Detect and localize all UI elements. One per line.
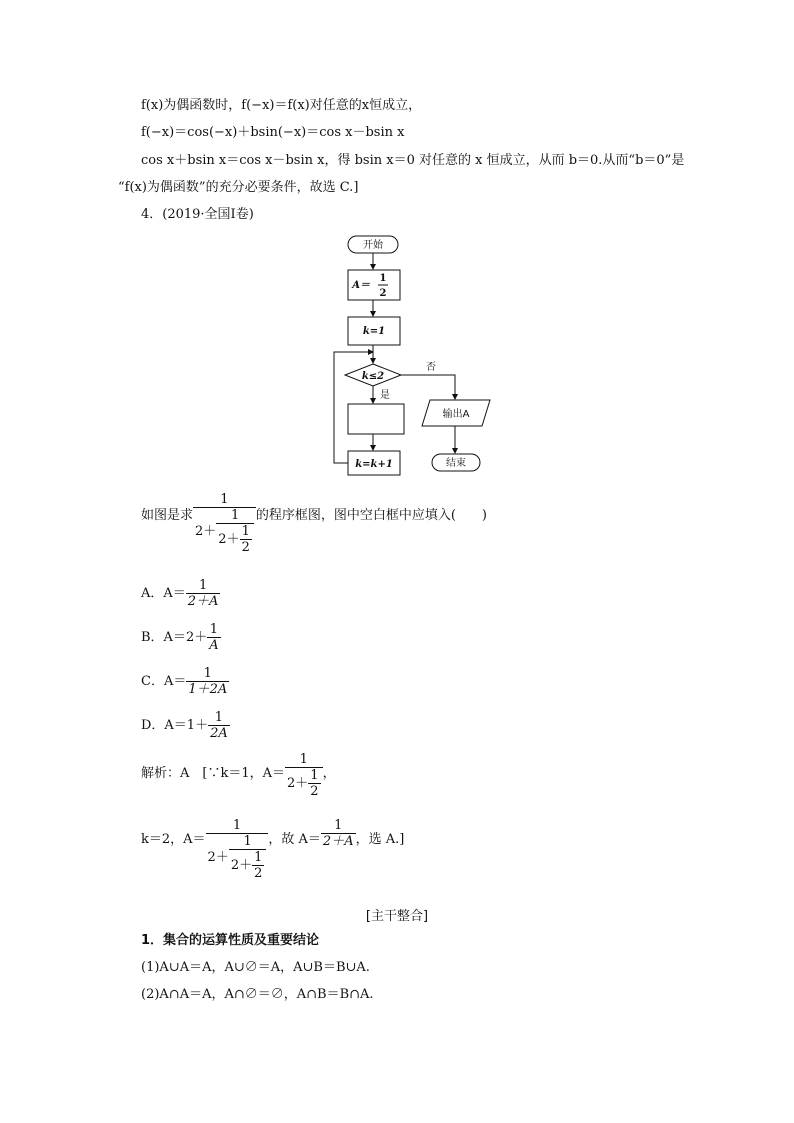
assign-a-num: 1 [379,273,387,284]
start-label: 开始 [363,240,383,251]
yes-label: 是 [380,390,390,401]
intro-line-1: f(x)为偶函数时，f(−x)＝f(x)对任意的x恒成立， [141,98,422,113]
intro-line-3: cos x＋bsin x＝cos x－bsin x，得 bsin x＝0 对任意的 x 恒成立，从而 b＝0.从而“b＝0”是 [141,153,685,168]
increment-label: k=k+1 [355,459,393,470]
program-flowchart [320,230,520,485]
option-b[interactable]: B．A＝2＋ $\frac{1}{A}$ [141,622,219,653]
option-a[interactable]: A．A＝ $\frac{1}{2+A}$ [141,578,219,609]
end-label: 结束 [446,458,466,469]
section-heading: [主干整合] [365,909,429,924]
option-d[interactable]: D．A＝1＋ $\frac{1}{2A}$ [141,710,228,741]
question-stem: 如图是求 1 2＋ 1 2＋ $\frac{1}{2}$ 的程序框图，图中空白框中应填入( ) [141,492,488,555]
assign-k-label: k=1 [362,326,386,337]
solution-line-1: 解析：A [∵k＝1，A＝ 1 2＋ $\frac{1}{2}$ ， [141,752,336,799]
blank-box [348,404,404,434]
solution-line-2: k＝2，A＝ 1 2＋ 1 2＋ $\frac{1}{2}$ ，故 A＝ $\frac{1}{2+A}$ ，选 A.] [141,818,405,881]
question-label: 4．(2019·全国Ⅰ卷) [141,207,254,222]
item-1-2: (2)A∩A＝A，A∩∅＝∅，A∩B＝B∩A. [141,987,374,1002]
output-label: 输出A [442,409,470,420]
no-label: 否 [426,362,436,373]
assign-a-den: 2 [379,288,387,299]
item-1-1: (1)A∪A＝A，A∪∅＝A，A∪B＝B∪A. [141,960,370,975]
option-c[interactable]: C．A＝ $\frac{1}{1+2A}$ [141,666,228,697]
intro-line-2: f(−x)＝cos(−x)＋bsin(−x)＝cos x－bsin x [141,125,405,140]
condition-label: k≤2 [361,371,385,382]
item-1-title: 1．集合的运算性质及重要结论 [141,933,320,948]
stem-fraction: 1 2＋ 1 2＋ $\frac{1}{2}$ [193,492,256,555]
assign-a-lhs: A＝ [352,280,370,291]
intro-line-4: “f(x)为偶函数”的充分必要条件，故选 C.] [118,180,359,195]
